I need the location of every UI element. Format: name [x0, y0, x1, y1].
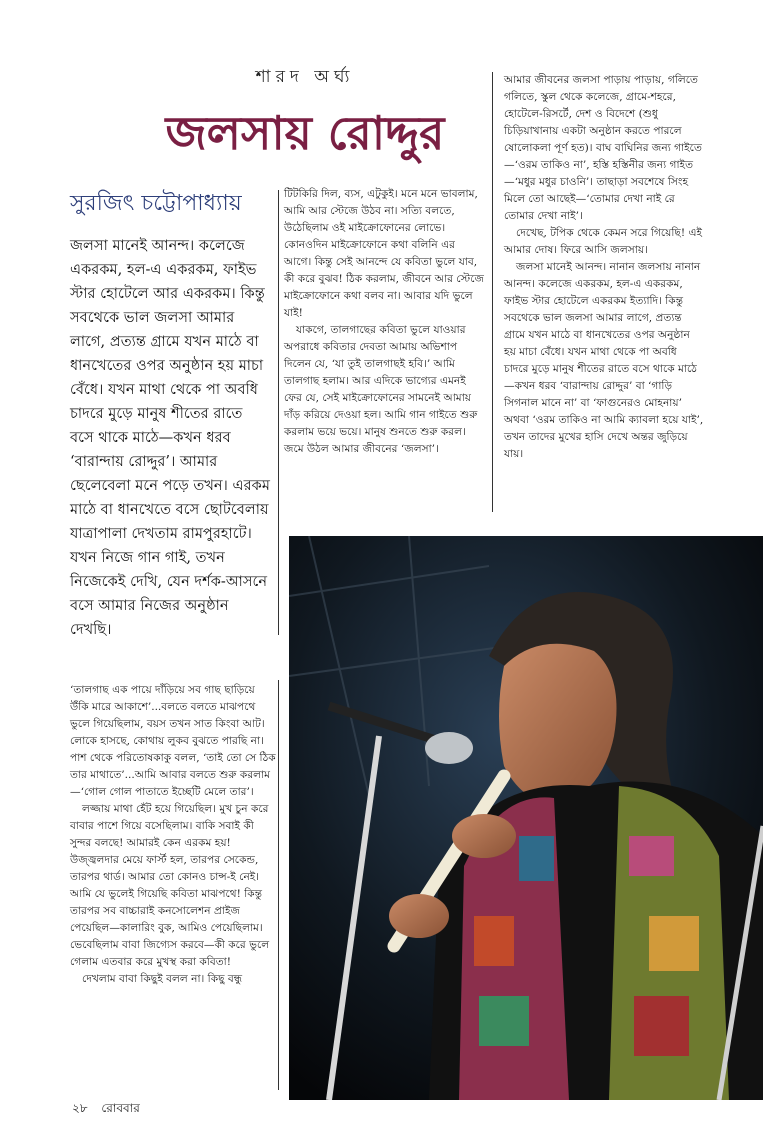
author-byline: সুরজিৎ চট্টোপাধ্যায়	[70, 191, 242, 216]
column-divider	[492, 72, 493, 512]
column-divider	[278, 190, 279, 635]
column-divider	[278, 680, 279, 1090]
paragraph: যাকগে, তালগাছের কবিতা ভুলে যাওয়ার অপরাধে কবিতার দেবতা আমায় অভিশাপ দিলেন যে, ‘যা তুই তালগাছই হবি।’ আমি তালগাছ হলাম। আর এদিকে ভাগ্যের এমনই ফের যে, সেই মাইক্রোফোনের সামনেই আমায় দাঁড় করিয়ে দেওয়া হল। আমি গান গাইতে শুরু করলাম ভয়ে ভয়ে। মানুষ শুনতে শুরু করল। জমে উঠল আমার জীবনের ‘জলসা’।	[284, 324, 478, 455]
right-column	[504, 72, 704, 463]
performer-photo	[289, 536, 763, 1100]
section-label: শারদ অর্ঘ্য	[255, 67, 355, 87]
paragraph: আমার জীবনের জলসা পাড়ায় পাড়ায়, গলিতে গলিতে, স্কুল থেকে কলেজে, গ্রামে-শহরে, হোটেলে-রিসর্টে, দেশ ও বিদেশে (শুধু চিড়িয়াখানায় একটা অনুষ্ঠান করতে পারলে ষোলোকলা পূর্ণ হত)। বাঘ বাঘিনির জন্য গাইতে—‘ওরম তাকিও না’, হস্তি হস্তিনীর জন্য গাইত—‘মধুর মধুর চাওনি’। তাছাড়া সবশেষে সিংহ মিলে তো আছেই—‘তোমার দেখা নাই রে তোমার দেখা নাই’।	[504, 74, 702, 222]
magazine-name: রোববার	[101, 1101, 140, 1115]
performer-photo-illustration	[289, 536, 763, 1100]
paragraph: টিটকিরি দিল, ব্যস, এটুকুই। মনে মনে ভাবলাম, আমি আর স্টেজে উঠব না। সত্যি বলতে, উঠেছিলাম ওই মাইক্রোফোনের লোভে। কোনওদিন মাইক্রোফোনে কথা বলিনি এর আগে। কিন্তু সেই আনন্দে যে কবিতা ভুলে যাব, কী করে বুঝব! ঠিক করলাম, জীবনে আর স্টেজে মাইক্রোফোনে কথা বলব না। আবার যদি ভুলে যাই!	[284, 188, 484, 319]
lead-paragraph: জলসা মানেই আনন্দ। কলেজে একরকম, হল-এ একরকম, ফাইভ স্টার হোটেলে আর একরকম। কিন্তু সবথেকে ভাল জলসা আমার লাগে, প্রত্যন্ত গ্রামে যখন মাঠে বা ধানখেতের ওপর অনুষ্ঠান হয় মাচা বেঁধে। যখন মাথা থেকে পা অবধি চাদরে মুড়ে মানুষ শীতের রাতে বসে থাকে মাঠে—কখন ধরব ‘বারান্দায় রোদ্দুর’। আমার ছেলেবেলা মনে পড়ে তখন। এরকম মাঠে বা ধানখেতে বসে ছোটবেলায় যাত্রাপালা দেখতাম রামপুরহাটে। যখন নিজে গান গাই, তখন নিজেকেই দেখি, যেন দর্শক-আসনে বসে আমার নিজের অনুষ্ঠান দেখছি।	[70, 237, 270, 638]
page-number: ২৮	[72, 1101, 88, 1115]
left-column	[70, 682, 276, 988]
paragraph: লজ্জায় মাথা হেঁট হয়ে গিয়েছিল। মুখ চুন করে বাবার পাশে গিয়ে বসেছিলাম। বাকি সবাই কী সুন্দর বলছে! আমারই কেন এরকম হয়! উজ্জ্বলদার মেয়ে ফার্স্ট হল, তারপর সেকেন্ড, তারপর থার্ড। আমার তো কোনও চান্স-ই নেই। আমি যে ভুলেই গিয়েছি কবিতা মাঝপথে! কিন্তু তারপর সব বাচ্চারাই কনসোলেশন প্রাইজ পেয়েছিল—কালারিং বুক, আমিও পেয়েছিলাম। ভেবেছিলাম বাবা জিগ্যেস করবে—কী করে ভুলে গেলাম এতবার করে মুখস্থ করা কবিতা!	[70, 803, 270, 968]
paragraph: দেখেছ, টপিক থেকে কেমন সরে গিয়েছি! এই আমার দোষ। ফিরে আসি জলসায়।	[504, 227, 703, 256]
page-footer	[72, 1100, 150, 1120]
paragraph: ‘তালগাছ এক পায়ে দাঁড়িয়ে সব গাছ ছাড়িয়ে উঁকি মারে আকাশে’...বলতে বলতে মাঝপথে ভুলে গিয়েছিলাম, বয়স তখন সাত কিংবা আট। লোকে হাসছে, কোথায় লুকব বুঝতে পারছি না। পাশ থেকে পরিতোষকাকু বলল, ‘তাই তো সে ঠিক তার মাথাতে’...আমি আবার বলতে শুরু করলাম—‘গোল গোল পাতাতে ইচ্ছেটি মেলে তার’।	[70, 684, 276, 798]
article-title: জলসায় রোদ্দুর	[165, 106, 445, 160]
middle-column	[284, 186, 484, 458]
paragraph: জলসা মানেই আনন্দ। নানান জলসায় নানান আনন্দ। কলেজে একরকম, হল-এ একরকম, ফাইভ স্টার হোটেলে একরকম ইত্যাদি। কিন্তু সবথেকে ভাল জলসা আমার লাগে, প্রত্যন্ত গ্রামে যখন মাঠে বা ধানখেতের ওপর অনুষ্ঠান হয় মাচা বেঁধে। যখন মাথা থেকে পা অবধি চাদরে মুড়ে মানুষ শীতের রাতে বসে থাকে মাঠে—কখন ধরব ‘বারান্দায় রোদ্দুর’ বা ‘গাড়ি সিগনাল মানে না’ বা ‘ফাগুনেরও মোহনায়’ অথবা ‘ওরম তাকিও না আমি ক্যাবলা হয়ে যাই’, তখন তাদের মুখের হাসি দেখে অন্তর জুড়িয়ে যায়।	[504, 261, 704, 460]
paragraph: দেখলাম বাবা কিছুই বলল না। কিছু বন্ধু	[82, 973, 243, 985]
